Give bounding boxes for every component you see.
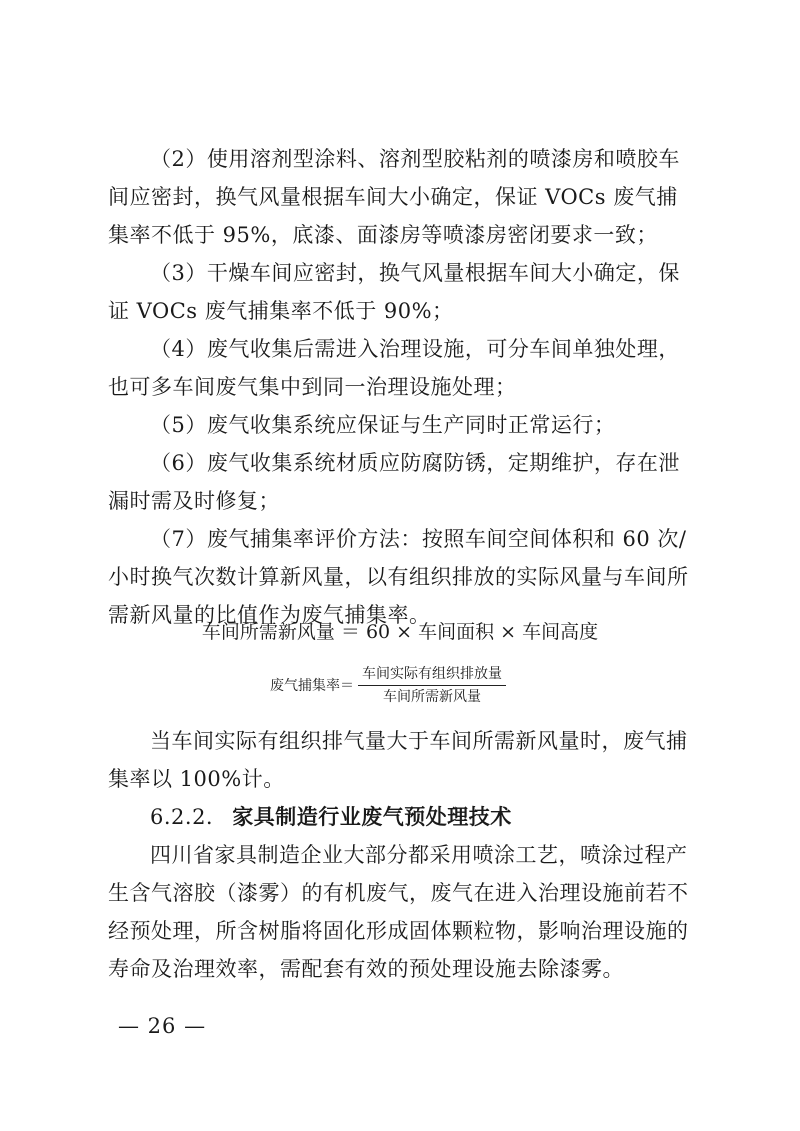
page-number: — 26 — <box>118 1014 207 1038</box>
paragraph-item-3: （3）干燥车间应密封，换气风量根据车间大小确定，保证 VOCs 废气捕集率不低于 90%； <box>108 261 680 323</box>
section-number: 6.2.2. <box>150 805 214 829</box>
paragraph-item-4: （4）废气收集后需进入治理设施，可分车间单独处理，也可多车间废气集中到同一治理设施处理； <box>108 337 680 399</box>
paragraph-item-7: （7）废气捕集率评价方法：按照车间空间体积和 60 次/小时换气次数计算新风量，以有组织排放的实际风量与车间所需新风量的比值作为废气捕集率。 <box>108 527 689 627</box>
section-title: 家具制造行业废气预处理技术 <box>232 805 512 829</box>
paragraph-item-6: （6）废气收集系统材质应防腐防锈，定期维护，存在泄漏时需及时修复； <box>108 451 680 513</box>
formula-numerator: 车间实际有组织排放量 <box>358 665 506 686</box>
formula-denominator: 车间所需新风量 <box>383 688 481 705</box>
formula-fraction <box>358 665 506 706</box>
formula-required-fresh-air: 车间所需新风量 ＝ 60 × 车间面积 × 车间高度 <box>201 621 599 643</box>
formula-capture-rate-lhs: 废气捕集率＝ <box>270 678 354 694</box>
formula-capture-rate <box>270 662 506 708</box>
paragraph-item-5: （5）废气收集系统应保证与生产同时正常运行； <box>150 413 616 437</box>
section-body-paragraph: 四川省家具制造企业大部分都采用喷涂工艺，喷涂过程产生含气溶胶（漆雾）的有机废气，废气在进入治理设施前若不经预处理，所含树脂将固化形成固体颗粒物，影响治理设施的寿命及治理效率，需配套有效的预处理设施去除漆雾。 <box>108 843 689 981</box>
paragraph-after-formula: 当车间实际有组织排气量大于车间所需新风量时，废气捕集率以 100%计。 <box>108 729 688 791</box>
section-heading <box>108 798 693 836</box>
paragraph-item-2: （2）使用溶剂型涂料、溶剂型胶粘剂的喷漆房和喷胶车间应密封，换气风量根据车间大小确定，保证 VOCs 废气捕集率不低于 95%，底漆、面漆房等喷漆房密闭要求一致； <box>108 147 680 247</box>
